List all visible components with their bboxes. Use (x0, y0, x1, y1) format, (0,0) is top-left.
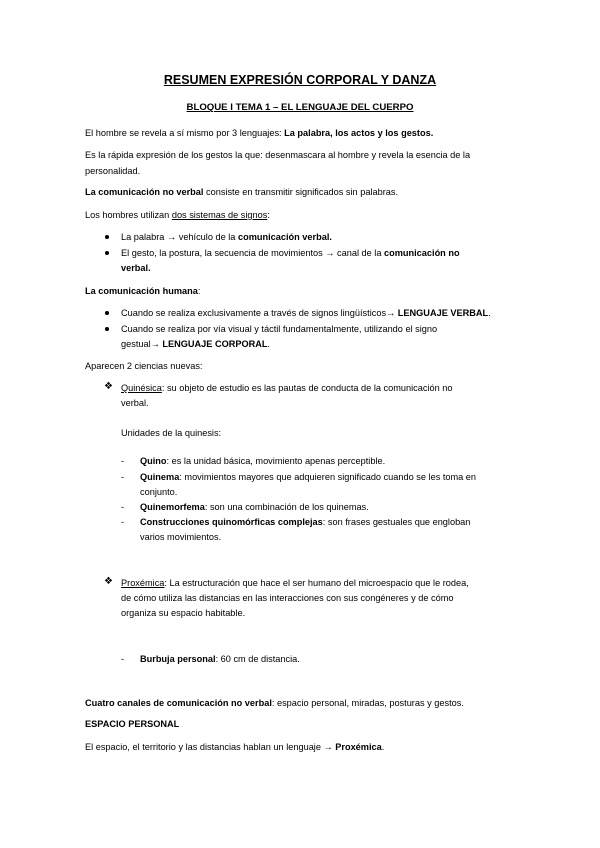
paragraph-comunicacion-humana: La comunicación humana: (85, 286, 201, 296)
section-heading-espacio-personal: ESPACIO PERSONAL (85, 719, 180, 729)
unit-quinema-line2: conjunto. (140, 487, 178, 497)
proxemica-line2: de cómo utiliza las distancias en las interacciones con sus congéneres y de cómo (121, 593, 454, 603)
dash-bullet-icon: - (121, 654, 125, 664)
unidades-heading: Unidades de la quinesis: (121, 428, 222, 438)
paragraph-gestos-line2: personalidad. (85, 166, 141, 176)
list-item-palabra: La palabra → vehículo de la comunicación verbal. (121, 232, 332, 242)
unit-construcciones: Construcciones quinomórficas complejas: son frases gestuales que engloban (140, 517, 471, 527)
paragraph-espacio: El espacio, el territorio y las distancias hablan un lenguaje → Proxémica. (85, 742, 385, 752)
paragraph-cuatro-canales: Cuatro canales de comunicación no verbal: espacio personal, miradas, posturas y gestos. (85, 698, 464, 708)
list-item-gesto: El gesto, la postura, la secuencia de movimientos → canal de la comunicación no (121, 248, 460, 258)
bullet-icon (105, 235, 109, 239)
unit-quinemorfema: Quinemorfema: son una combinación de los quinemas. (140, 502, 369, 512)
unit-quinema: Quinema: movimientos mayores que adquieren significado cuando se les toma en (140, 472, 477, 482)
paragraph-gestos-line1: Es la rápida expresión de los gestos la que: desenmascara al hombre y revela la esencia de la (85, 150, 471, 160)
page-title: RESUMEN EXPRESIÓN CORPORAL Y DANZA (163, 73, 437, 87)
kinesica-line1: Quinésica: su objeto de estudio es las pautas de conducta de la comunicación no (121, 383, 453, 393)
list-item-lenguaje-verbal: Cuando se realiza exclusivamente a través de signos lingüísticos→ LENGUAJE VERBAL. (121, 308, 491, 318)
dash-bullet-icon: - (121, 517, 125, 527)
dash-bullet-icon: - (121, 456, 125, 466)
dash-bullet-icon: - (121, 472, 125, 482)
burbuja-personal: Burbuja personal: 60 cm de distancia. (140, 654, 300, 664)
bullet-icon (105, 311, 109, 315)
diamond-bullet-icon: ❖ (104, 576, 113, 587)
unit-quino: Quino: es la unidad básica, movimiento apenas perceptible. (140, 456, 386, 466)
proxemica-line3: organiza su espacio habitable. (121, 608, 246, 618)
paragraph-sistemas-signos: Los hombres utilizan dos sistemas de signos: (85, 210, 270, 220)
list-item-lenguaje-corporal-line2: gestual→ LENGUAJE CORPORAL. (121, 339, 271, 349)
paragraph-ciencias-nuevas: Aparecen 2 ciencias nuevas: (85, 361, 203, 371)
bullet-icon (105, 327, 109, 331)
list-item-gesto-line2: verbal. (121, 263, 151, 273)
proxemica-line1: Proxémica: La estructuración que hace el ser humano del microespacio que le rodea, (121, 578, 469, 588)
diamond-bullet-icon: ❖ (104, 381, 113, 392)
unit-construcciones-line2: varios movimientos. (140, 532, 222, 542)
dash-bullet-icon: - (121, 502, 125, 512)
paragraph-lenguajes: El hombre se revela a sí mismo por 3 lenguajes: La palabra, los actos y los gestos. (85, 128, 434, 138)
kinesica-line2: verbal. (121, 398, 149, 408)
paragraph-comunicacion-no-verbal: La comunicación no verbal consiste en transmitir significados sin palabras. (85, 187, 399, 197)
list-item-lenguaje-corporal-line1: Cuando se realiza por vía visual y táctil fundamentalmente, utilizando el signo (121, 324, 438, 334)
bullet-icon (105, 251, 109, 255)
page-subtitle: BLOQUE I TEMA 1 – EL LENGUAJE DEL CUERPO (186, 102, 414, 113)
